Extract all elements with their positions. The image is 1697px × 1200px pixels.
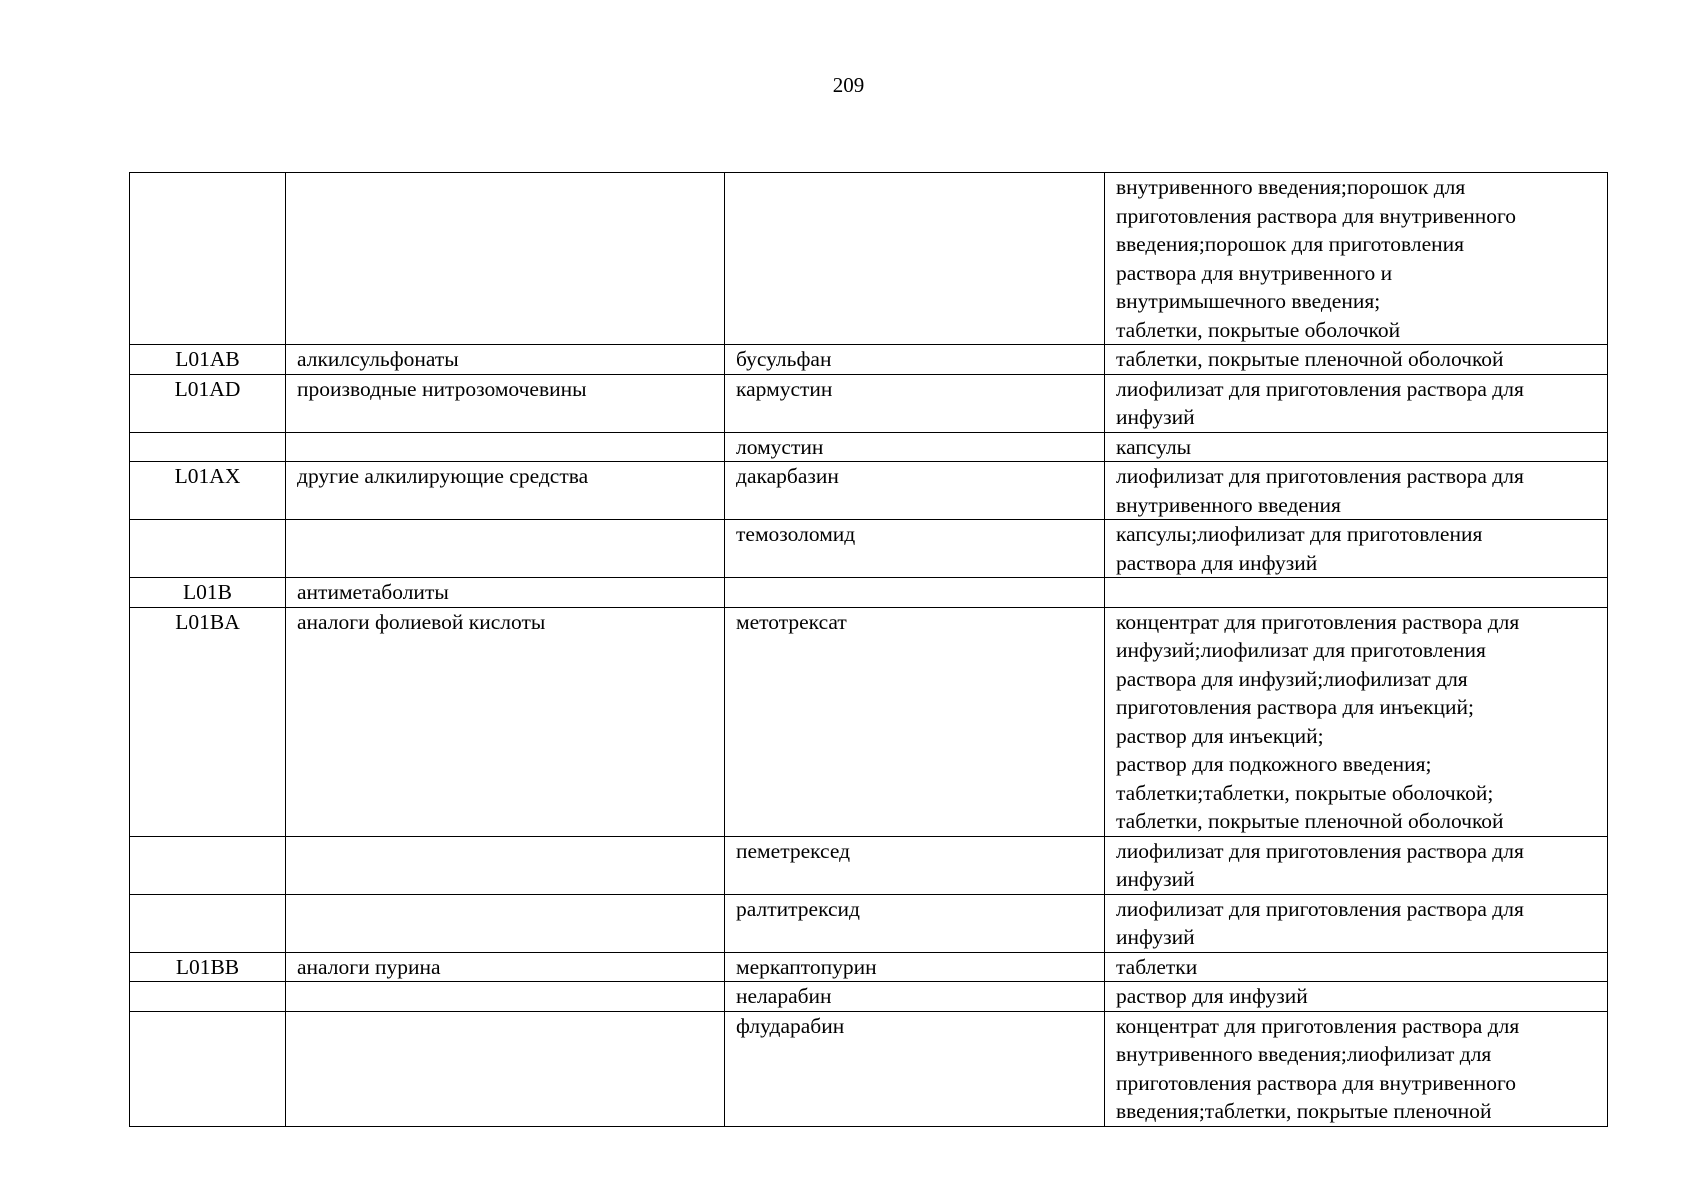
atc-code-cell [130,836,286,894]
pharmacological-group-cell [286,1011,725,1126]
drug-name-cell: неларабин [725,982,1105,1012]
drug-name-cell: пеметрексед [725,836,1105,894]
pharmacological-group-cell: алкилсульфонаты [286,345,725,375]
table-row [130,578,1608,608]
dosage-forms-cell: раствор для инфузий [1105,982,1608,1012]
table-row [130,836,1608,894]
dosage-forms-cell: лиофилизат для приготовления раствора для инфузий [1105,894,1608,952]
dosage-forms-cell: внутривенного введения;порошок для приготовления раствора для внутривенного введения;порошок для приготовления раствора для внутривенного и внутримышечного введения; таблетки, покрытые оболочкой [1105,173,1608,345]
table-row [130,374,1608,432]
drug-name-cell: меркаптопурин [725,952,1105,982]
dosage-forms-cell: капсулы;лиофилизат для приготовления раствора для инфузий [1105,520,1608,578]
pharmacological-group-cell: аналоги фолиевой кислоты [286,607,725,836]
pharmacological-group-cell [286,982,725,1012]
pharmacological-group-cell: другие алкилирующие средства [286,462,725,520]
table-row [130,1011,1608,1126]
dosage-forms-cell: таблетки [1105,952,1608,982]
atc-code-cell: L01AD [130,374,286,432]
atc-code-cell [130,982,286,1012]
dosage-forms-cell: концентрат для приготовления раствора для внутривенного введения;лиофилизат для приготовления раствора для внутривенного введения;таблетки, покрытые пленочной [1105,1011,1608,1126]
atc-code-cell [130,1011,286,1126]
atc-code-cell [130,432,286,462]
atc-code-cell: L01B [130,578,286,608]
table-row [130,894,1608,952]
atc-code-cell: L01BB [130,952,286,982]
table-row [130,173,1608,345]
drug-name-cell: метотрексат [725,607,1105,836]
table-row [130,982,1608,1012]
atc-code-cell: L01AX [130,462,286,520]
pharmacological-group-cell [286,173,725,345]
drug-table [129,172,1608,1127]
atc-code-cell [130,520,286,578]
drug-name-cell: кармустин [725,374,1105,432]
atc-code-cell [130,894,286,952]
table-row [130,432,1608,462]
table-row [130,607,1608,836]
pharmacological-group-cell: аналоги пурина [286,952,725,982]
atc-code-cell: L01BA [130,607,286,836]
pharmacological-group-cell: антиметаболиты [286,578,725,608]
page-number: 209 [832,73,865,97]
drug-name-cell: дакарбазин [725,462,1105,520]
atc-code-cell: L01AB [130,345,286,375]
pharmacological-group-cell [286,836,725,894]
pharmacological-group-cell [286,520,725,578]
dosage-forms-cell: капсулы [1105,432,1608,462]
drug-name-cell: темозоломид [725,520,1105,578]
dosage-forms-cell: таблетки, покрытые пленочной оболочкой [1105,345,1608,375]
dosage-forms-cell: лиофилизат для приготовления раствора для инфузий [1105,374,1608,432]
dosage-forms-cell [1105,578,1608,608]
table-row [130,520,1608,578]
drug-name-cell: ломустин [725,432,1105,462]
pharmacological-group-cell [286,432,725,462]
table-row [130,462,1608,520]
table-row [130,345,1608,375]
drug-name-cell: флударабин [725,1011,1105,1126]
drug-name-cell: ралтитрексид [725,894,1105,952]
dosage-forms-cell: концентрат для приготовления раствора для инфузий;лиофилизат для приготовления раствора для инфузий;лиофилизат для приготовления раствора для инъекций; раствор для инъекций; раствор для подкожного введения; таблетки;таблетки, покрытые оболочкой; таблетки, покрытые пленочной оболочкой [1105,607,1608,836]
dosage-forms-cell: лиофилизат для приготовления раствора для инфузий [1105,836,1608,894]
dosage-forms-cell: лиофилизат для приготовления раствора для внутривенного введения [1105,462,1608,520]
atc-code-cell [130,173,286,345]
pharmacological-group-cell [286,894,725,952]
drug-name-cell [725,578,1105,608]
table-row [130,952,1608,982]
drug-name-cell [725,173,1105,345]
drug-name-cell: бусульфан [725,345,1105,375]
pharmacological-group-cell: производные нитрозомочевины [286,374,725,432]
